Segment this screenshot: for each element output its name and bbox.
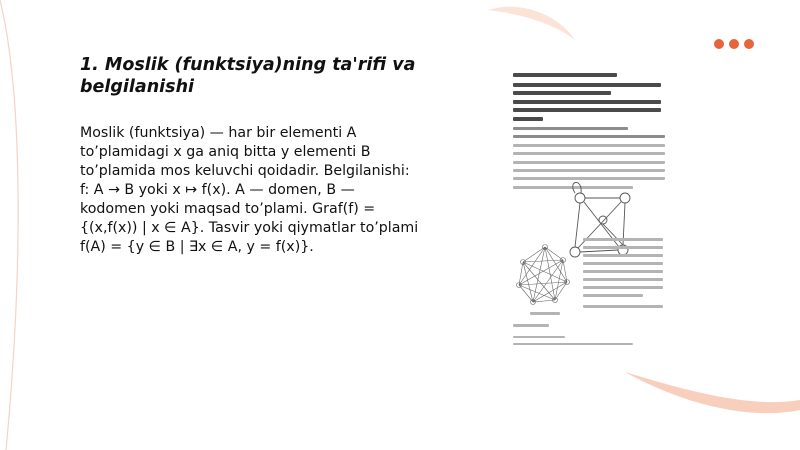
bottom-right-swoosh — [625, 372, 800, 413]
left-curve — [0, 0, 18, 450]
slide-body-text: Moslik (funktsiya) — har bir elementi A to’plamidagi x ga aniq bitta y elementi B to’plamida mos keluvchi qoidadir. Belgilanishi: f: A → B yoki x ↦ f(x). A — domen, B — kodomen yoki maqsad to’plami. Graf(f) = {(x,f(x)) | x ∈ A}. Tasvir yoki qiymatlar to’plami f(A) = {y ∈ B | ∃x ∈ A, y = f(x)}. — [80, 125, 419, 255]
dot — [729, 39, 739, 49]
textbook-page-image — [505, 60, 663, 350]
dot — [714, 39, 724, 49]
slide-title: 1. Moslik (funktsiya)ning ta'rifi va belgilanishi — [80, 55, 416, 97]
three-dots-icon[interactable] — [714, 39, 754, 49]
dot — [744, 39, 754, 49]
top-right-swoosh — [488, 7, 575, 40]
